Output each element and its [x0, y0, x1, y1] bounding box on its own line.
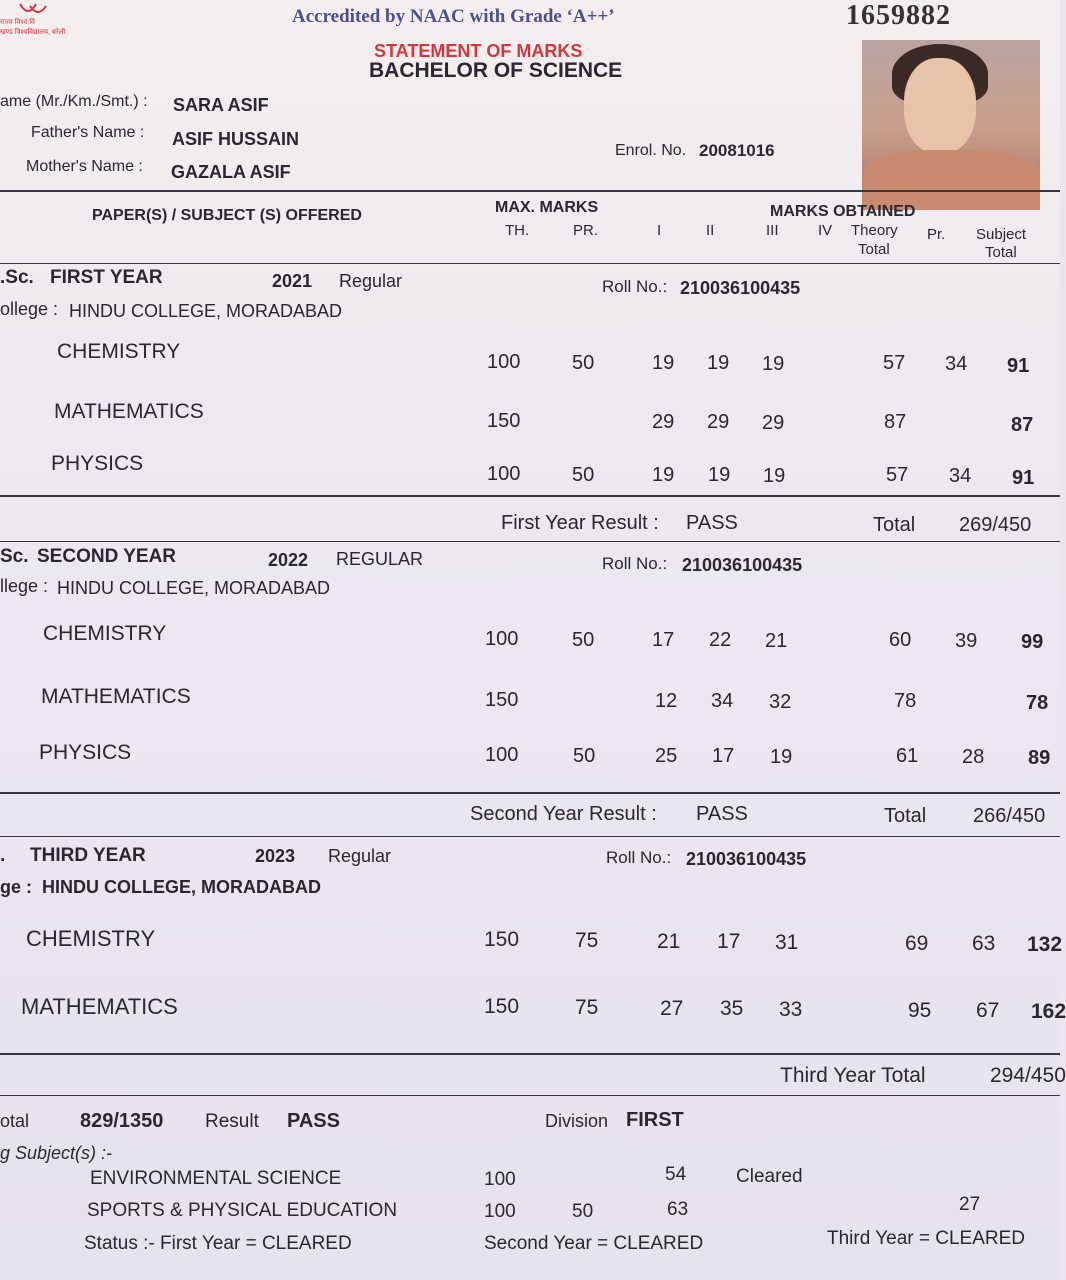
paper-2-marks: 29: [707, 411, 730, 433]
theory-total: 87: [884, 411, 907, 433]
paper-2-marks: 17: [717, 930, 741, 953]
subject-total: 99: [1021, 631, 1044, 653]
paper-3-marks: 19: [763, 465, 786, 487]
theory-total: 69: [905, 932, 929, 955]
subject-name: MATHEMATICS: [21, 994, 178, 1019]
theory-total: 60: [889, 629, 912, 651]
qualifying-marks: 54: [665, 1164, 687, 1185]
college-name: HINDU COLLEGE, MORADABAD: [69, 301, 343, 321]
divider: [0, 541, 1060, 542]
mother-name: GAZALA ASIF: [171, 162, 291, 182]
roll-number: 210036100435: [686, 849, 807, 869]
qualifying-label: g Subject(s) :-: [0, 1143, 113, 1163]
col-marks-obtained: MARKS OBTAINED: [770, 203, 916, 220]
paper-2-marks: 19: [707, 352, 730, 374]
logo-text-1: राज्य विश्व वि: [0, 19, 35, 26]
year-prefix: .: [0, 845, 6, 866]
year-result: PASS: [696, 803, 748, 825]
practical-marks: 67: [976, 999, 1000, 1022]
max-practical: 75: [575, 996, 599, 1019]
subject-total: 91: [1012, 467, 1035, 489]
year-total: 294/450: [990, 1064, 1066, 1087]
col-theory-total: Total: [858, 241, 890, 258]
paper-3-marks: 19: [762, 353, 785, 375]
paper-1-marks: 21: [657, 930, 681, 953]
max-theory: 150: [485, 689, 519, 711]
max-theory: 100: [485, 744, 519, 766]
division: FIRST: [626, 1109, 684, 1131]
year-result: PASS: [686, 512, 738, 534]
paper-2-marks: 22: [709, 629, 732, 651]
year-result-label: First Year Result :: [501, 512, 659, 534]
paper-3-marks: 19: [770, 746, 793, 768]
father-label: Father's Name :: [31, 124, 145, 141]
col-subject-total-1: Subject: [976, 226, 1027, 243]
col-practical: Pr.: [927, 226, 946, 243]
grand-total-label: otal: [0, 1111, 30, 1131]
status-third-year: Third Year = CLEARED: [827, 1228, 1026, 1249]
practical-marks: 28: [962, 746, 985, 768]
year-type: Regular: [339, 271, 403, 291]
col-theory: Theory: [851, 222, 898, 239]
year-session: 2021: [272, 271, 313, 291]
max-practical: 50: [573, 745, 596, 767]
result-label: Result: [205, 1111, 259, 1132]
paper-1-marks: 12: [655, 690, 678, 712]
qualifying-max-practical: 50: [572, 1201, 594, 1222]
divider: [0, 1053, 1060, 1055]
paper-1-marks: 29: [652, 411, 675, 433]
roll-number: 210036100435: [680, 278, 801, 298]
subject-name: PHYSICS: [51, 452, 144, 475]
subject-total: 162: [1031, 1000, 1066, 1023]
qualifying-marks: 63: [667, 1199, 689, 1220]
college-label: llege :: [0, 576, 49, 596]
max-theory: 150: [484, 995, 520, 1018]
subject-total: 91: [1007, 355, 1030, 377]
divider: [0, 495, 1060, 497]
name-label: ame (Mr./Km./Smt.) :: [0, 93, 148, 110]
subject-total: 132: [1027, 933, 1063, 956]
theory-total: 78: [894, 690, 917, 712]
theory-total: 57: [886, 464, 909, 486]
max-theory: 100: [487, 463, 521, 485]
student-name: SARA ASIF: [173, 95, 269, 115]
divider: [0, 836, 1060, 837]
max-theory: 150: [484, 928, 520, 951]
paper-2-marks: 35: [720, 997, 744, 1020]
max-practical: 50: [572, 352, 595, 374]
father-name: ASIF HUSSAIN: [172, 129, 300, 149]
roll-label: Roll No.:: [602, 277, 668, 296]
col-pr: PR.: [573, 222, 599, 239]
division-label: Division: [545, 1111, 609, 1131]
max-practical: 50: [572, 464, 595, 486]
statement-title: STATEMENT OF MARKS: [374, 41, 583, 61]
subject-name: CHEMISTRY: [26, 926, 156, 951]
paper-2-marks: 34: [711, 690, 734, 712]
paper-1-marks: 19: [652, 352, 675, 374]
year-type: Regular: [328, 846, 392, 866]
divider: [0, 190, 1060, 192]
max-practical: 50: [572, 629, 595, 651]
qualifying-max-theory: 100: [484, 1169, 516, 1190]
subject-name: CHEMISTRY: [43, 622, 167, 645]
student-photo: [862, 40, 1040, 195]
qualifying-subject: ENVIRONMENTAL SCIENCE: [90, 1168, 342, 1189]
year-total-label: Total: [873, 514, 916, 536]
year-prefix: Sc.: [0, 546, 29, 567]
college-label: ollege :: [0, 299, 59, 319]
mother-label: Mother's Name :: [26, 158, 143, 175]
qualifying-practical-marks: 27: [959, 1194, 981, 1215]
college-label: ge :: [0, 877, 33, 897]
max-theory: 150: [487, 410, 521, 432]
year-prefix: .Sc.: [0, 267, 34, 288]
qualifying-max-theory: 100: [484, 1201, 516, 1222]
status-second-year: Second Year = CLEARED: [484, 1233, 704, 1254]
year-total: 266/450: [973, 805, 1046, 827]
paper-1-marks: 19: [652, 464, 675, 486]
subject-name: MATHEMATICS: [41, 685, 191, 708]
theory-total: 57: [883, 352, 906, 374]
col-paper-1: I: [657, 222, 662, 239]
divider: [0, 263, 1060, 264]
paper-2-marks: 17: [712, 745, 735, 767]
paper-3-marks: 29: [762, 412, 785, 434]
max-practical: 75: [575, 929, 599, 952]
enrol-label: Enrol. No.: [615, 142, 687, 159]
year-title: FIRST YEAR: [50, 267, 163, 288]
paper-1-marks: 17: [652, 629, 675, 651]
qualifying-subject: SPORTS & PHYSICAL EDUCATION: [87, 1200, 398, 1221]
subject-total: 78: [1026, 692, 1049, 714]
degree-title: BACHELOR OF SCIENCE: [369, 59, 623, 82]
subject-name: MATHEMATICS: [54, 400, 204, 423]
paper-2-marks: 19: [708, 464, 731, 486]
divider: [0, 792, 1060, 794]
year-session: 2023: [255, 846, 296, 866]
theory-total: 95: [908, 999, 932, 1022]
year-title: THIRD YEAR: [30, 845, 146, 866]
status-first-year: Status :- First Year = CLEARED: [84, 1233, 352, 1254]
qualifying-status: Cleared: [736, 1166, 803, 1187]
year-title: SECOND YEAR: [37, 546, 177, 567]
roll-label: Roll No.:: [602, 554, 668, 573]
year-total: 269/450: [959, 514, 1032, 536]
paper-1-marks: 27: [660, 997, 684, 1020]
practical-marks: 63: [972, 932, 996, 955]
accreditation-text: Accredited by NAAC with Grade ‘A++’: [292, 6, 615, 27]
col-paper-3: III: [766, 222, 779, 239]
col-max-marks: MAX. MARKS: [495, 199, 599, 216]
col-subject-total-2: Total: [985, 244, 1017, 261]
practical-marks: 34: [945, 353, 968, 375]
roll-number: 210036100435: [682, 555, 803, 575]
grand-total: 829/1350: [80, 1110, 164, 1132]
theory-total: 61: [896, 745, 919, 767]
paper-3-marks: 33: [779, 998, 803, 1021]
year-result-label: Second Year Result :: [470, 803, 657, 825]
year-type: REGULAR: [336, 549, 424, 569]
college-name: HINDU COLLEGE, MORADABAD: [57, 578, 331, 598]
serial-number: 1659882: [846, 0, 951, 31]
year-total-label: Total: [884, 805, 927, 827]
roll-label: Roll No.:: [606, 848, 672, 867]
col-th: TH.: [505, 222, 530, 239]
col-paper-4: IV: [818, 222, 833, 239]
logo-text-2: खण्ड विश्वविद्यालय, बरेली: [0, 29, 66, 36]
college-name: HINDU COLLEGE, MORADABAD: [42, 877, 321, 897]
max-theory: 100: [485, 628, 519, 650]
year-session: 2022: [268, 550, 309, 570]
divider: [0, 1095, 1060, 1096]
subject-name: PHYSICS: [39, 741, 132, 764]
col-subject: PAPER(S) / SUBJECT (S) OFFERED: [92, 207, 362, 224]
year-total-label: Third Year Total: [780, 1064, 926, 1087]
practical-marks: 39: [955, 630, 978, 652]
subject-total: 87: [1011, 414, 1034, 436]
paper-3-marks: 31: [775, 931, 799, 954]
subject-name: CHEMISTRY: [57, 340, 181, 363]
max-theory: 100: [487, 351, 521, 373]
paper-3-marks: 32: [769, 691, 792, 713]
subject-total: 89: [1028, 747, 1051, 769]
paper-3-marks: 21: [765, 630, 788, 652]
practical-marks: 34: [949, 465, 972, 487]
col-paper-2: II: [706, 222, 715, 239]
enrol-number: 20081016: [699, 141, 775, 160]
final-result: PASS: [287, 1110, 340, 1132]
paper-1-marks: 25: [655, 745, 678, 767]
